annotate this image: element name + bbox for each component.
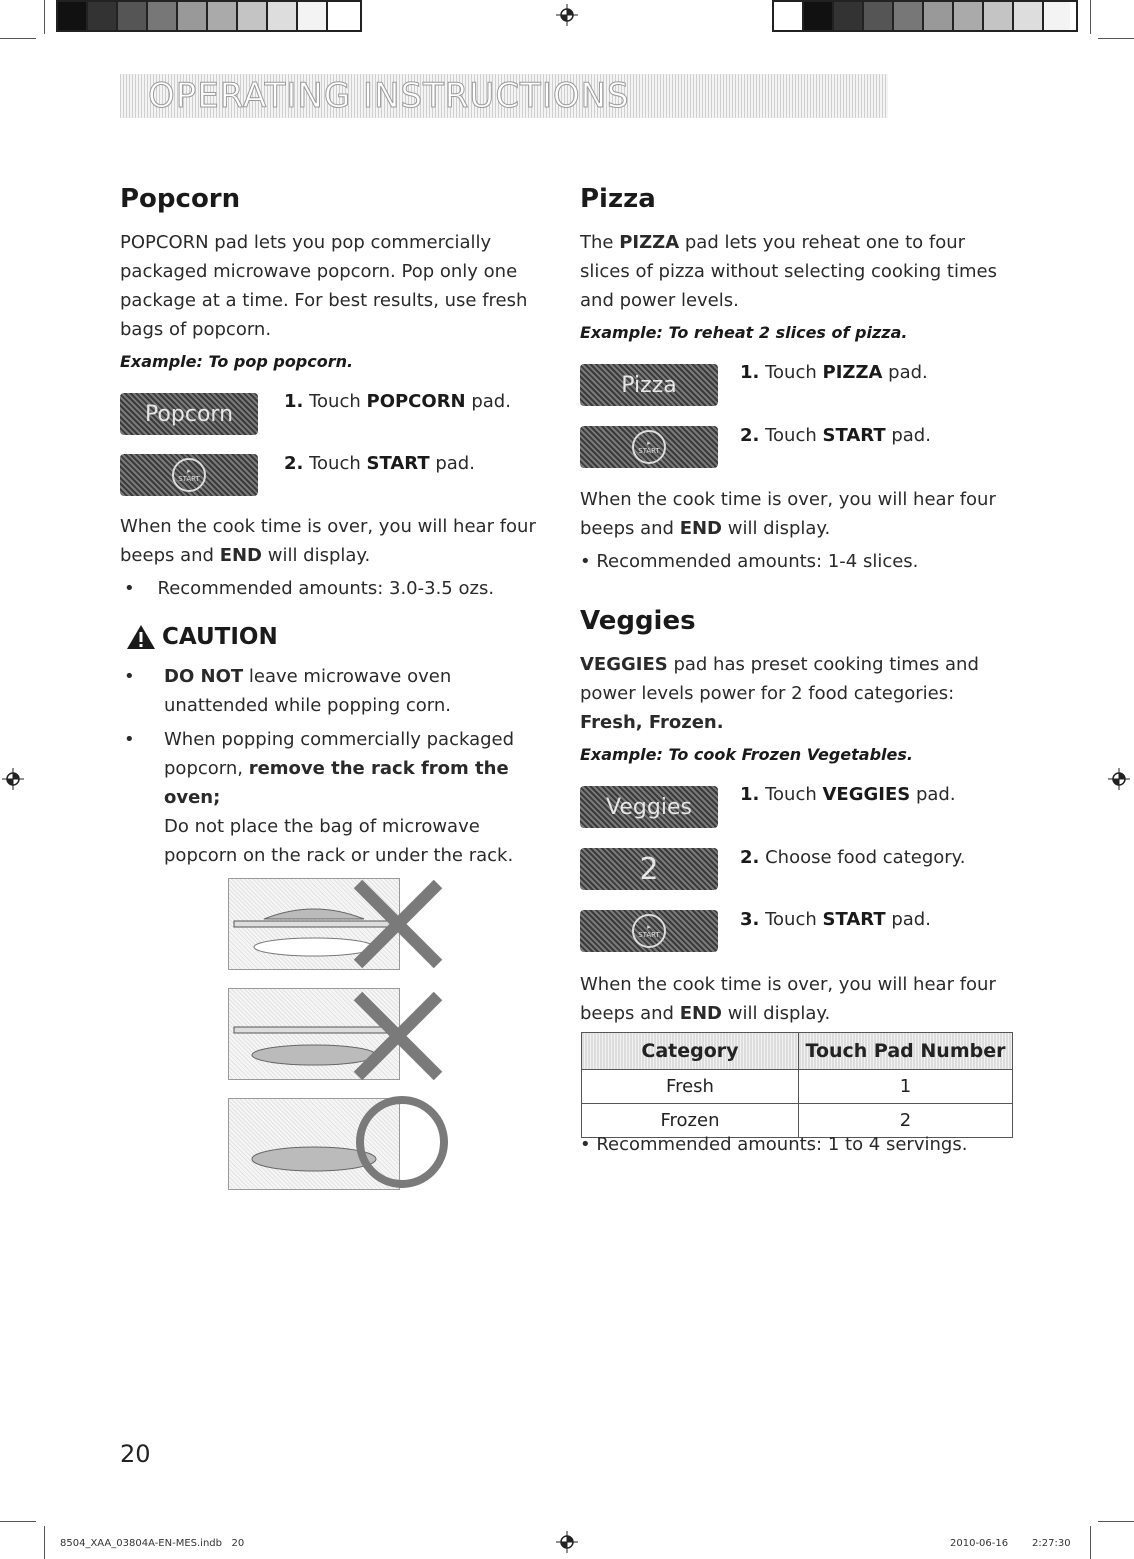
wrong-x-icon <box>352 878 444 970</box>
pizza-after <box>580 485 1020 576</box>
popcorn-pad-label: Popcorn <box>144 401 234 427</box>
number-pad-label: 2 <box>639 851 659 887</box>
popcorn-intro-line: POPCORN pad lets you pop commercially <box>120 232 492 253</box>
step-keyword: START <box>822 909 886 930</box>
veggies-intro-line: power levels power for 2 food categories: <box>580 683 955 704</box>
start-icon-label: START <box>178 475 200 483</box>
crop-mark <box>44 0 45 34</box>
step-keyword: PIZZA <box>822 362 883 383</box>
pizza-intro-line <box>580 228 1020 257</box>
pizza-pad-icon <box>580 364 718 406</box>
popcorn-recommended: • Recommended amounts: 3.0-3.5 ozs. <box>124 578 495 599</box>
table-header: Touch Pad Number <box>799 1033 1013 1070</box>
text: beeps and <box>580 1003 680 1024</box>
veggies-heading: Veggies <box>580 606 696 636</box>
popcorn-after <box>120 512 560 603</box>
registration-mark-icon <box>2 768 24 790</box>
step-text: Touch <box>765 362 823 383</box>
start-icon-label: START <box>638 447 660 455</box>
crop-mark <box>1098 38 1134 39</box>
text: will display. <box>722 518 831 539</box>
keyword: PIZZA <box>619 232 680 253</box>
pizza-recommended: • Recommended amounts: 1-4 slices. <box>580 551 919 572</box>
step-text: Touch <box>765 425 823 446</box>
start-icon-label: START <box>638 931 660 939</box>
step-text: pad. <box>885 425 931 446</box>
veggies-intro-line <box>580 650 1020 679</box>
caution-title: CAUTION <box>162 624 278 650</box>
text: Do not place the bag of microwave <box>164 816 480 837</box>
text: unattended while popping corn. <box>164 695 451 716</box>
pizza-intro-line: and power levels. <box>580 290 739 311</box>
table-cell: Fresh <box>582 1070 799 1104</box>
popcorn-intro-line: bags of popcorn. <box>120 319 272 340</box>
step-text: Touch <box>309 453 367 474</box>
veggies-step-3 <box>740 909 931 930</box>
veggies-pad-icon <box>580 786 718 828</box>
popcorn-step-2 <box>284 453 475 474</box>
step-number: 3. <box>740 909 760 930</box>
pizza-heading: Pizza <box>580 184 656 214</box>
text: leave microwave oven <box>243 666 452 687</box>
step-text: Touch <box>765 909 823 930</box>
table-cell: 2 <box>799 1104 1013 1138</box>
pizza-after-line: When the cook time is over, you will hear four <box>580 489 996 510</box>
start-icon: ▸ START <box>632 430 666 464</box>
crop-mark <box>1090 1526 1091 1559</box>
step-number: 1. <box>284 391 304 412</box>
page-title: OPERATING INSTRUCTIONS <box>148 76 630 116</box>
step-text: pad. <box>429 453 475 474</box>
color-calibration-bar-right <box>772 0 1078 32</box>
step-text: Choose food category. <box>759 847 966 868</box>
page-number: 20 <box>120 1440 151 1468</box>
caution-item-1: • DO NOT leave microwave oven unattended while popping corn. <box>124 662 554 720</box>
text: beeps and <box>120 545 220 566</box>
veggies-category-table <box>581 1032 1013 1138</box>
start-pad-icon <box>580 426 718 468</box>
keyword: oven; <box>164 787 221 808</box>
table-cell: 1 <box>799 1070 1013 1104</box>
veggies-step-2 <box>740 847 966 868</box>
step-keyword: START <box>366 453 430 474</box>
footer-date: 2010-06-16 <box>950 1538 1009 1549</box>
correct-circle-icon <box>354 1094 450 1190</box>
step-number: 2. <box>740 847 760 868</box>
step-text: pad. <box>910 784 956 805</box>
veggies-recommended: • Recommended amounts: 1 to 4 servings. <box>580 1134 968 1155</box>
text: will display. <box>722 1003 831 1024</box>
registration-mark-icon <box>556 1531 578 1553</box>
text: popcorn on the rack or under the rack. <box>164 845 514 866</box>
table-header: Category <box>582 1033 799 1070</box>
start-icon: ▸ START <box>172 458 206 492</box>
crop-mark <box>44 1526 45 1559</box>
crop-mark <box>1098 1521 1134 1522</box>
caution-heading <box>126 624 278 650</box>
veggies-pad-label: Veggies <box>606 794 692 820</box>
text: pad has preset cooking times and <box>667 654 979 675</box>
keyword: END <box>679 1003 722 1024</box>
pizza-example: Example: To reheat 2 slices of pizza. <box>580 323 908 342</box>
table-row <box>582 1070 1013 1104</box>
step-keyword: POPCORN <box>366 391 466 412</box>
popcorn-intro-line: package at a time. For best results, use fresh <box>120 290 528 311</box>
step-keyword: VEGGIES <box>822 784 911 805</box>
text: The <box>580 232 620 253</box>
caution-item-2: • When popping commercially packaged popcorn, remove the rack from the oven; Do not place the bag of microwave popcorn on the rack or under the rack. <box>124 725 554 870</box>
step-keyword: START <box>822 425 886 446</box>
registration-mark-icon <box>556 4 578 26</box>
step-text: pad. <box>882 362 928 383</box>
veggies-intro-line <box>580 708 1020 737</box>
step-number: 1. <box>740 362 760 383</box>
crop-mark <box>1090 0 1091 34</box>
veggies-step-1 <box>740 784 956 805</box>
popcorn-heading: Popcorn <box>120 184 241 214</box>
veggies-example: Example: To cook Frozen Vegetables. <box>580 745 913 764</box>
popcorn-example: Example: To pop popcorn. <box>120 352 354 371</box>
popcorn-step-1 <box>284 391 511 412</box>
table-header-row <box>582 1033 1013 1070</box>
veggies-after <box>580 970 1020 1028</box>
pizza-step-2 <box>740 425 931 446</box>
text: will display. <box>262 545 371 566</box>
popcorn-after-line <box>120 541 560 570</box>
recommended-text: Recommended amounts: 3.0-3.5 ozs. <box>157 578 495 599</box>
text: popcorn, <box>164 758 249 779</box>
start-pad-icon <box>580 910 718 952</box>
step-text: pad. <box>465 391 511 412</box>
keyword: DO NOT <box>164 666 244 687</box>
keyword: END <box>219 545 262 566</box>
footer-time: 2:27:30 <box>1032 1538 1071 1549</box>
wrong-x-icon <box>352 990 444 1082</box>
popcorn-intro-line: packaged microwave popcorn. Pop only one <box>120 261 518 282</box>
step-text: pad. <box>885 909 931 930</box>
pizza-after-line <box>580 514 1020 543</box>
start-pad-icon <box>120 454 258 496</box>
text: When popping commercially packaged <box>164 729 515 750</box>
pizza-intro <box>580 228 1020 315</box>
text: beeps and <box>580 518 680 539</box>
step-text: Touch <box>765 784 823 805</box>
registration-mark-icon <box>1108 768 1130 790</box>
popcorn-after-line: When the cook time is over, you will hear four <box>120 516 536 537</box>
popcorn-pad-icon <box>120 393 258 435</box>
pizza-intro-line: slices of pizza without selecting cooking times <box>580 261 997 282</box>
pizza-pad-label: Pizza <box>621 372 677 398</box>
keyword: Fresh, Frozen. <box>580 712 724 733</box>
table-cell: Frozen <box>582 1104 799 1138</box>
color-calibration-bar-left <box>56 0 362 32</box>
veggies-after-line: When the cook time is over, you will hear four <box>580 974 996 995</box>
step-text: Touch <box>309 391 367 412</box>
keyword: END <box>679 518 722 539</box>
step-number: 2. <box>740 425 760 446</box>
popcorn-intro <box>120 228 550 344</box>
section-banner <box>120 74 888 118</box>
text: pad lets you reheat one to four <box>679 232 966 253</box>
veggies-intro <box>580 650 1020 737</box>
keyword: remove the rack from the <box>248 758 509 779</box>
step-number: 1. <box>740 784 760 805</box>
warning-icon <box>126 624 156 650</box>
keyword: VEGGIES <box>580 654 668 675</box>
crop-mark <box>0 38 36 39</box>
crop-mark <box>0 1521 36 1522</box>
veggies-after-line <box>580 999 1020 1028</box>
pizza-step-1 <box>740 362 928 383</box>
footer-filename: 8504_XAA_03804A-EN-MES.indb 20 <box>60 1538 245 1549</box>
start-icon: ▸ START <box>632 914 666 948</box>
number-2-pad-icon <box>580 848 718 890</box>
step-number: 2. <box>284 453 304 474</box>
